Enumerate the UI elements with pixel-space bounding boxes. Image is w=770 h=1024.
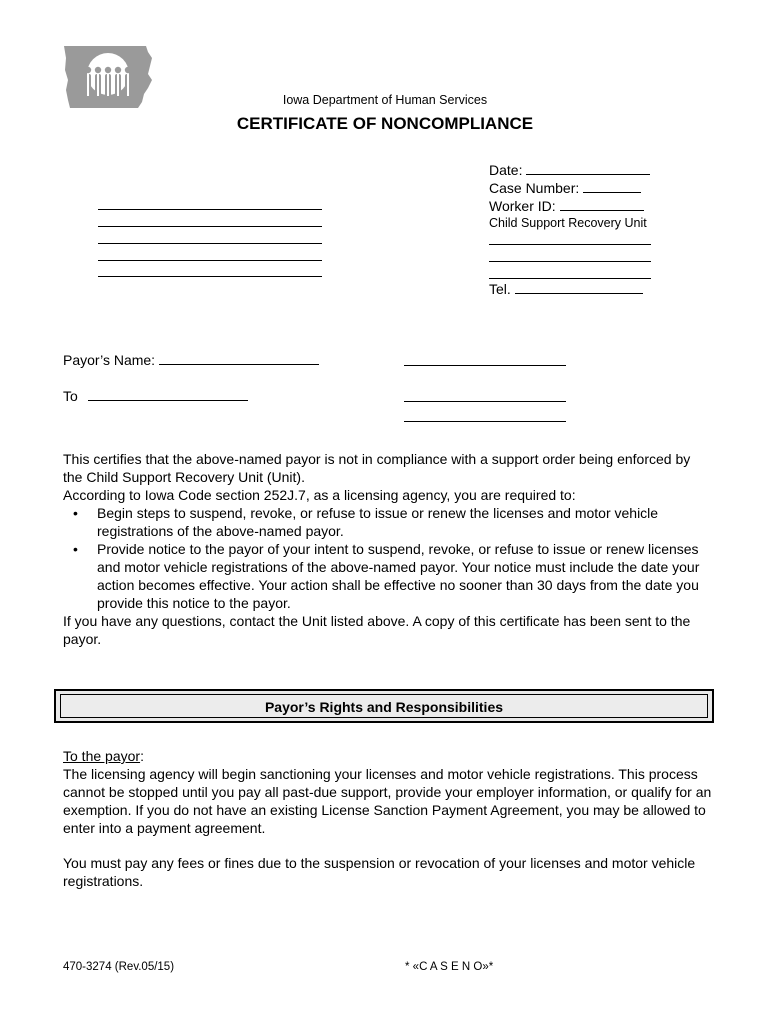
tel-label: Tel. — [489, 281, 511, 297]
to-payor-row: To the payor: — [63, 748, 144, 764]
requirement-list — [63, 504, 713, 612]
requirement-text: Begin steps to suspend, revoke, or refuse to issue or renew the licenses and motor vehicle registrations of the above-named payor. — [97, 505, 659, 539]
agency-address-line[interactable] — [98, 276, 322, 277]
payor-info-line[interactable] — [404, 421, 566, 422]
certification-section — [63, 450, 713, 648]
list-item — [63, 504, 713, 540]
unit-address-line[interactable] — [489, 278, 651, 279]
payor-name-label: Payor’s Name: — [63, 352, 156, 368]
certification-closing: If you have any questions, contact the Unit listed above. A copy of this certificate has been sent to the payor. — [63, 613, 691, 647]
to-row — [63, 387, 248, 405]
requirement-text: Provide notice to the payor of your intent to suspend, revoke, or refuse to issue or renew licenses and motor vehicle registrations of the above-named payor. Your notice must include the date your action becomes effective. Your action shall be effective no sooner than 30 days from the date you provide this notice to the payor. — [97, 541, 700, 611]
tel-field[interactable] — [515, 280, 643, 294]
code-reference: According to Iowa Code section 252J.7, as a licensing agency, you are required to: — [63, 487, 576, 503]
payor-name-field[interactable] — [159, 351, 319, 365]
agency-address-line[interactable] — [98, 260, 322, 261]
rights-heading-box — [54, 689, 714, 723]
rights-paragraph-1: The licensing agency will begin sanctioning your licenses and motor vehicle registrations. This process cannot be stopped until you pay all past-due support, provide your employer information, or qualify for an exemption. If you do not have an existing License Sanction Payment Agreement, you may be allowed to enter into a payment agreement. — [63, 766, 712, 836]
to-field[interactable] — [88, 387, 248, 401]
date-field[interactable] — [526, 161, 650, 175]
case-number-label: Case Number: — [489, 180, 580, 196]
worker-id-field[interactable] — [560, 197, 644, 211]
unit-address-line[interactable] — [489, 244, 651, 245]
rights-paragraph-2: You must pay any fees or fines due to the suspension or revocation of your licenses and motor vehicle registrations. — [63, 855, 696, 889]
unit-name: Child Support Recovery Unit — [489, 216, 647, 230]
rights-heading: Payor’s Rights and Responsibilities — [60, 694, 708, 718]
page-title: CERTIFICATE OF NONCOMPLIANCE — [236, 114, 534, 133]
agency-address-line[interactable] — [98, 226, 322, 227]
worker-id-label: Worker ID: — [489, 198, 556, 214]
form-number: 470-3274 (Rev.05/15) — [63, 961, 175, 973]
date-row — [489, 161, 650, 179]
case-number-field[interactable] — [583, 179, 641, 193]
agency-address-line[interactable] — [98, 209, 322, 210]
agency-address-line[interactable] — [98, 243, 322, 244]
certification-intro: This certifies that the above-named payor is not in compliance with a support order being enforced by the Child Support Recovery Unit (Unit). — [63, 451, 691, 485]
agency-name: Iowa Department of Human Services — [282, 93, 488, 107]
date-label: Date: — [489, 162, 523, 178]
case-number-row — [489, 179, 641, 197]
worker-id-row — [489, 197, 644, 215]
payor-info-line[interactable] — [404, 365, 566, 366]
tel-row — [489, 280, 643, 298]
payor-name-row — [63, 351, 319, 369]
bullet-icon: • — [73, 505, 78, 521]
payor-info-line[interactable] — [404, 401, 566, 402]
case-code: * «C A S E N O»* — [405, 961, 494, 973]
list-item — [63, 540, 713, 612]
rights-section — [63, 747, 713, 890]
to-label: To — [63, 388, 78, 404]
unit-address-line[interactable] — [489, 261, 651, 262]
to-payor-heading: To the payor — [63, 748, 141, 764]
bullet-icon: • — [73, 541, 78, 557]
